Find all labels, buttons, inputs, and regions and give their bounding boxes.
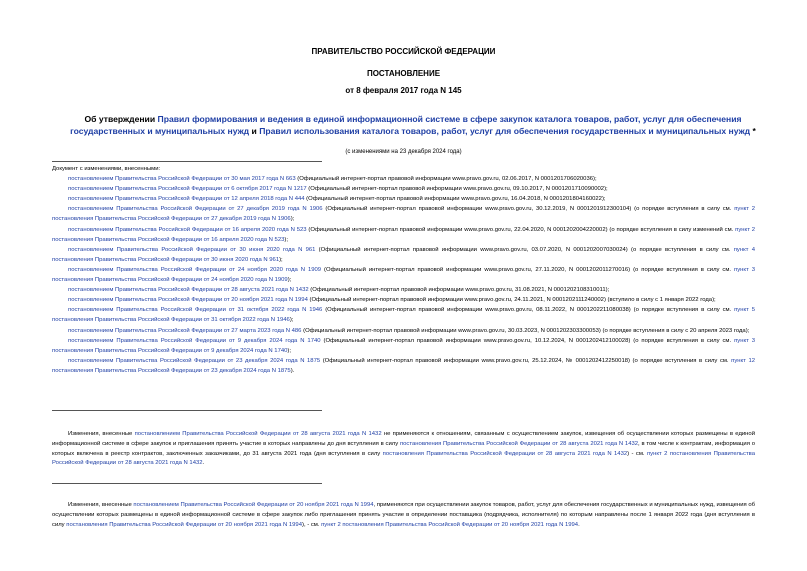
amendment-link[interactable]: постановлением Правительства Российской Федерации от 30 мая 2017 года N 663 (68, 176, 296, 183)
note2-text-3: ), - см. (301, 521, 322, 528)
amendment-text: (Официальный интернет-портал правовой информации www.pravo.gov.ru, 08.11.2022, N 0001202211080038) (о порядке вступления в силу см. (322, 307, 735, 314)
amendment-item (52, 225, 755, 245)
amendment-link[interactable]: постановлением Правительства Российской Федерации от 23 декабря 2024 года N 1875 (68, 357, 321, 364)
amendment-item (52, 204, 755, 224)
amendment-text-end: ); (289, 317, 294, 324)
amendment-items (52, 174, 755, 376)
amendment-text: (Официальный интернет-портал правовой информации www.pravo.gov.ru, 31.08.2021, N 0001202108310011); (308, 287, 610, 294)
amendments-list (52, 164, 755, 376)
document-date: от 8 февраля 2017 года N 145 (345, 86, 462, 95)
note2-text-1: Изменения, внесенные (68, 502, 134, 508)
note1-link-3[interactable]: постановления Правительства Российской Федерации от 28 августа 2021 года N 1432 (382, 450, 628, 457)
amendment-item (52, 295, 755, 305)
amendment-text: (Официальный интернет-портал правовой информации www.pravo.gov.ru, 10.12.2024, N 0001202412100028) (о порядке вступления в силу см. (320, 337, 735, 344)
note-1994 (52, 501, 755, 530)
amendment-item (52, 326, 755, 336)
title-link-rules-formation[interactable]: Правил формирования и ведения в единой информационной системе в сфере закупок каталога товаров, работ, услуг для обеспечения государственных и муниципальных нужд (70, 114, 742, 136)
title-suffix: * (750, 126, 756, 136)
note1-link-1[interactable]: постановлением Правительства Российской Федерации от 28 августа 2021 года N 1432 (134, 431, 382, 437)
amendment-item (52, 194, 755, 204)
amendment-text-end: ); (284, 236, 288, 243)
amendment-item (52, 356, 755, 376)
note1-text-4: ) - см. (627, 450, 647, 457)
title-middle: и (249, 126, 260, 136)
amendment-text-end: ); (287, 347, 292, 354)
divider-bottom (52, 483, 322, 484)
amendment-effect-link[interactable]: пункт 4 постановления Правительства Российской Федерации от 30 июня 2020 года N 961 (52, 246, 755, 263)
amendments-intro: Документ с изменениями, внесенными: (52, 166, 161, 172)
note2-text-2: , применяются при осуществлении закупок товаров, работ, услуг для обеспечения государственных и муниципальных нужд, извещения об осуществлении которых размещены в единой информационной системе в сфере закупок либо приглашения принять участие в определении поставщика (подрядчика, исполнителя) по которым направлены после 1 января 2022 года (дня вступления в силу (52, 502, 755, 528)
amendment-text-end: ); (279, 256, 283, 263)
amendment-item (52, 336, 755, 356)
amendment-text: (Официальный интернет-портал правовой информации www.pravo.gov.ru, 27.11.2020, N 0001202011270016) (о порядке вступления в силу см. (321, 266, 735, 273)
amendment-effect-link[interactable]: пункт 3 постановления Правительства Российской Федерации от 24 ноября 2020 года N 1909 (52, 266, 755, 284)
note1-link-2[interactable]: постановления Правительства Российской Федерации от 28 августа 2021 года N 1432 (399, 440, 639, 447)
amendment-effect-link[interactable]: пункт 12 постановления Правительства Российской Федерации от 23 декабря 2024 года N 1875 (52, 357, 755, 374)
note2-text-4: . (578, 521, 580, 528)
amendment-link[interactable]: постановлением Правительства Российской Федерации от 31 октября 2022 года N 1946 (68, 307, 323, 314)
amendment-link[interactable]: постановлением Правительства Российской Федерации от 30 июня 2020 года N 961 (68, 246, 316, 253)
divider-middle (52, 410, 322, 411)
amendment-text-end: ); (290, 216, 295, 223)
government-heading: ПРАВИТЕЛЬСТВО РОССИЙСКОЙ ФЕДЕРАЦИИ (311, 47, 496, 56)
amendment-text: (Официальный интернет-портал правовой информации www.pravo.gov.ru, 25.12.2024, № 0001202412250018) (о порядке вступления в силу см. (320, 357, 732, 364)
amendment-text: (Официальный интернет-портал правовой информации www.pravo.gov.ru, 03.07.2020, N 0001202007030024) (о порядке вступления в силу см. (315, 246, 734, 253)
amendment-item (52, 265, 755, 285)
note1-text-1: Изменения, внесенные (68, 431, 135, 437)
amendment-text: (Официальный интернет-портал правовой информации www.pravo.gov.ru, 16.04.2018, N 0001201804160022); (304, 196, 606, 203)
amendment-link[interactable]: постановлением Правительства Российской Федерации от 6 октября 2017 года N 1217 (68, 186, 307, 193)
note1-link-4[interactable]: пункт 2 постановления Правительства Российской Федерации от 28 августа 2021 года N 1432 (52, 450, 755, 467)
amendment-link[interactable]: постановлением Правительства Российской Федерации от 28 августа 2021 года N 1432 (68, 287, 309, 294)
amendment-effect-link[interactable]: пункт 5 постановления Правительства Российской Федерации от 31 октября 2022 года N 1946 (52, 307, 755, 324)
amendment-item (52, 174, 755, 184)
amendment-effect-link[interactable]: пункт 3 постановления Правительства Российской Федерации от 9 декабря 2024 года N 1740 (52, 337, 756, 354)
amendment-text-end: ); (287, 277, 292, 284)
amendment-item (52, 285, 755, 295)
title-prefix: Об утверждении (84, 114, 158, 124)
amendment-link[interactable]: постановлением Правительства Российской Федерации от 9 декабря 2024 года N 1740 (68, 337, 321, 344)
title-link-rules-usage[interactable]: Правил использования каталога товаров, работ, услуг для обеспечения государственных и муниципальных нужд (259, 126, 751, 136)
amendment-text: (Официальный интернет-портал правовой информации www.pravo.gov.ru, 24.11.2021, N 0001202111240002) (вступило в силу с 1 января 2022 года); (307, 297, 716, 304)
amendment-link[interactable]: постановлением Правительства Российской Федерации от 27 декабря 2019 года N 1906 (68, 206, 323, 213)
amendment-item (52, 184, 755, 194)
amendment-text: (Официальный интернет-портал правовой информации www.pravo.gov.ru, 30.12.2019, N 0001201912300104) (о порядке вступления в силу см. (322, 206, 735, 213)
amendment-text: (Официальный интернет-портал правовой информации www.pravo.gov.ru, 09.10.2017, N 0001201710090002); (306, 186, 608, 193)
document-type: ПОСТАНОВЛЕНИЕ (366, 69, 441, 78)
revision-note: (с изменениями на 23 декабря 2024 года) (345, 149, 462, 155)
amendment-text: (Официальный интернет-портал правовой информации www.pravo.gov.ru, 02.06.2017, N 0001201706020036); (295, 176, 597, 183)
amendment-effect-link[interactable]: пункт 2 постановления Правительства Российской Федерации от 27 декабря 2019 года N 1906 (52, 206, 756, 223)
note2-link-2[interactable]: постановления Правительства Российской Федерации от 20 ноября 2021 года N 1994 (66, 521, 302, 528)
amendment-link[interactable]: постановлением Правительства Российской Федерации от 27 марта 2023 года N 486 (68, 327, 302, 334)
amendment-effect-link[interactable]: пункт 2 постановления Правительства Российской Федерации от 16 апреля 2020 года N 523 (52, 226, 756, 243)
divider-top (52, 161, 322, 162)
amendment-text: (Официальный интернет-портал правовой информации www.pravo.gov.ru, 22.04.2020, N 0001202004220002) (о порядке вступления в силу изменений см. (306, 226, 736, 233)
note1-text-3: , в том числе к контрактам, информация о которых включена в реестр контрактов, заключенных заказчиками, до 31 августа 2021 года (дня вступления в силу (52, 440, 755, 457)
note-1432 (52, 430, 755, 469)
note2-link-1[interactable]: постановлением Правительства Российской Федерации от 20 ноября 2021 года N 1994 (133, 502, 374, 508)
document-title (52, 113, 774, 137)
amendment-text: (Официальный интернет-портал правовой информации www.pravo.gov.ru, 30.03.2023, N 0001202303300053) (о порядке вступления в силу с 20 апреля 2023 года); (301, 327, 750, 334)
amendment-link[interactable]: постановлением Правительства Российской Федерации от 12 апреля 2018 года N 444 (68, 196, 305, 203)
note1-text-2: не применяются к отношениям, связанным с осуществлением закупок, извещения об осуществлении которых размещены в единой информационной системе в сфере закупок и приглашения принять участие в которых направлены до дня вступления в силу (52, 431, 755, 447)
amendment-link[interactable]: постановлением Правительства Российской Федерации от 24 ноября 2020 года N 1909 (68, 266, 322, 273)
amendment-link[interactable]: постановлением Правительства Российской Федерации от 16 апреля 2020 года N 523 (68, 226, 307, 233)
note2-link-3[interactable]: пункт 2 постановления Правительства Российской Федерации от 20 ноября 2021 года N 1994 (321, 521, 579, 528)
amendment-text-end: ). (290, 367, 295, 374)
amendment-item (52, 305, 755, 325)
amendment-item (52, 245, 755, 265)
note1-text-5: . (202, 460, 205, 467)
amendment-link[interactable]: постановлением Правительства Российской Федерации от 20 ноября 2021 года N 1994 (68, 297, 308, 304)
